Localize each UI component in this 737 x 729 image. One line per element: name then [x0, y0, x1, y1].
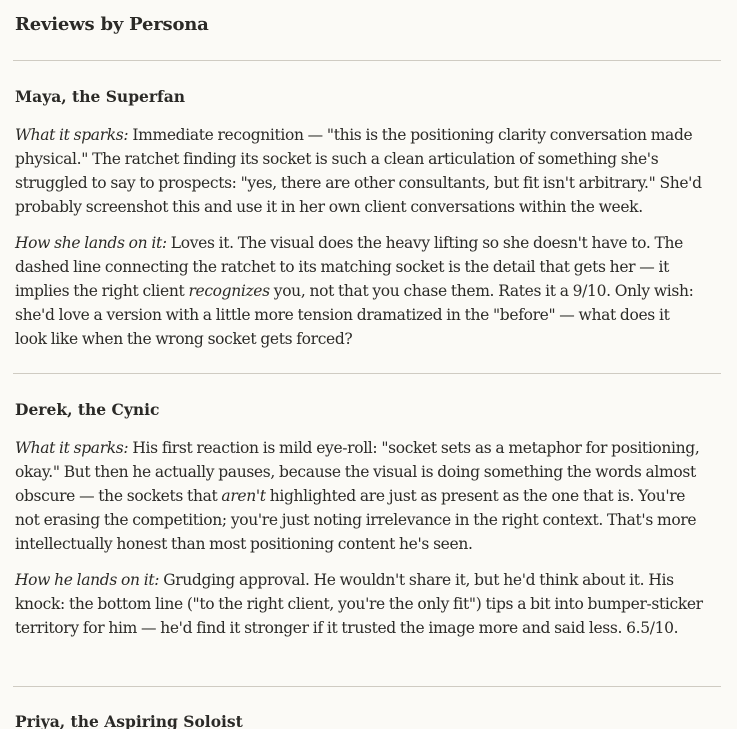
persona-section-derek: [15, 400, 705, 652]
sparks-emphasis: aren't: [221, 487, 266, 505]
divider: [13, 60, 721, 61]
persona-name: Maya, the Superfan: [15, 87, 186, 106]
page-title: Reviews by Persona: [15, 14, 209, 35]
lands-text: Grudging approval. He wouldn't share it, but he'd think about it. His knock: the bottom line ("to the right client, you're the only fit") tips a bit into bumper-sticker territory for him — he'd find it stronger if it trusted the image more and said less. 6.5/10.: [15, 571, 703, 637]
lands-emphasis: recognizes: [188, 282, 270, 300]
sparks-label: What it sparks:: [15, 439, 129, 457]
persona-section-priya: [15, 712, 705, 729]
sparks-text-before: His first reaction is mild eye-roll: "socket sets as a metaphor for positioning, okay." But then he actually pauses, because the visual is doing something the words almost obscure — the sockets that: [15, 439, 700, 505]
lands-label: How she lands on it:: [15, 234, 167, 252]
persona-name: Priya, the Aspiring Soloist: [15, 712, 243, 729]
divider: [13, 373, 721, 374]
sparks-paragraph: [15, 436, 705, 556]
lands-label: How he lands on it:: [15, 571, 160, 589]
lands-paragraph: [15, 231, 705, 351]
lands-text-after: you, not that you chase them. Rates it a 9/10. Only wish: she'd love a version with a little more tension dramatized in the "before" — what does it look like when the wrong socket gets forced?: [15, 282, 694, 348]
lands-text-before: Loves it. The visual does the heavy lifting so she doesn't have to. The dashed line connecting the ratchet to its matching socket is the detail that gets her — it implies the right client: [15, 234, 683, 300]
sparks-label: What it sparks:: [15, 126, 129, 144]
sparks-text-after: highlighted are just as present as the one that is. You're not erasing the competition; you're just noting irrelevance in the right context. That's more intellectually honest than most positioning content he's seen.: [15, 487, 697, 553]
lands-paragraph: [15, 568, 705, 640]
divider: [13, 686, 721, 687]
persona-name: Derek, the Cynic: [15, 400, 160, 419]
persona-section-maya: [15, 87, 705, 363]
sparks-paragraph: [15, 123, 705, 219]
sparks-text: Immediate recognition — "this is the positioning clarity conversation made physical." The ratchet finding its socket is such a clean articulation of something she's struggled to say to prospects: "yes, there are other consultants, but fit isn't arbitrary." She'd probably screenshot this and use it in her own client conversations within the week.: [15, 126, 702, 216]
